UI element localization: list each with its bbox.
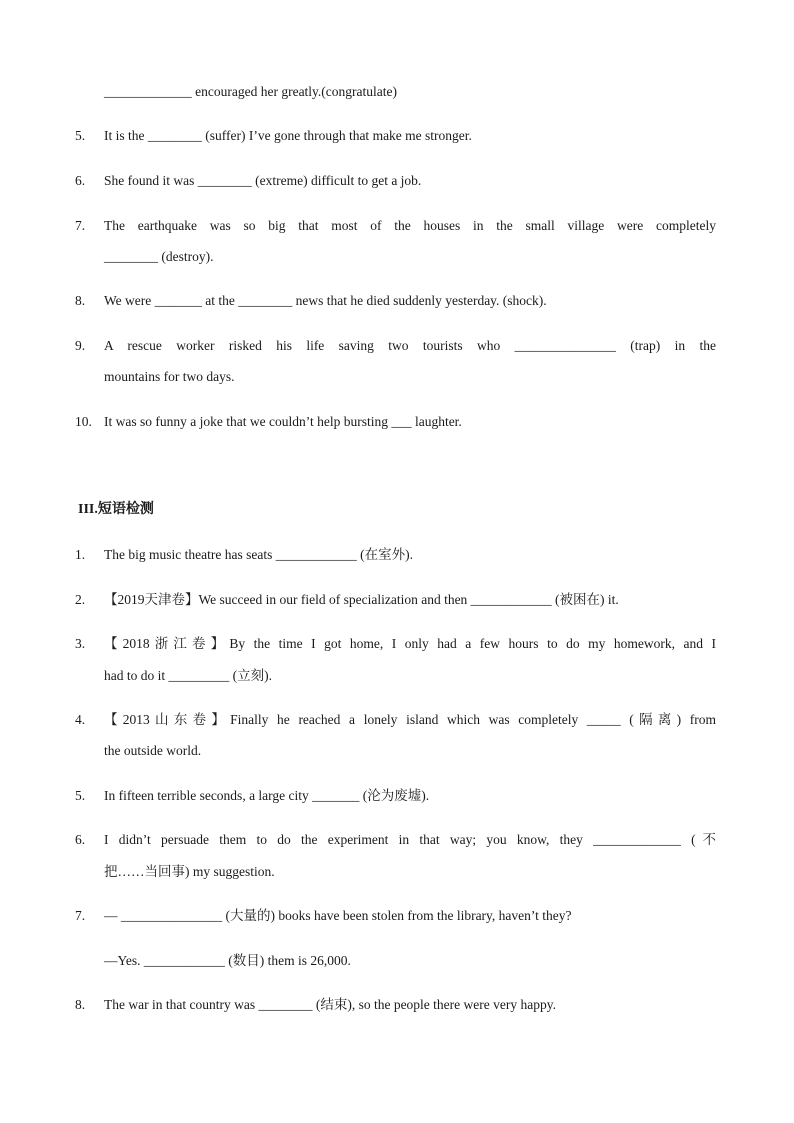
question-text: The war in that country was ________ (结束), so the people there were very happy.	[104, 997, 556, 1012]
question-text: 【2013山东卷】Finally he reached a lonely island which was completely _____ (隔离) from	[104, 712, 716, 727]
question-number: 7.	[75, 908, 86, 923]
question-text: 【2019天津卷】We succeed in our field of specialization and then ____________ (被困在) it.	[104, 592, 619, 607]
question-number: 6.	[75, 173, 86, 188]
section-heading: III.短语检测	[78, 502, 154, 517]
question-number: 6.	[75, 832, 86, 847]
question-number: 4.	[75, 712, 86, 727]
question-number: 10.	[75, 414, 92, 429]
question-number: 5.	[75, 788, 86, 803]
question-text: — _______________ (大量的) books have been stolen from the library, haven’t they?	[104, 908, 572, 923]
question-text: 【2018浙江卷】By the time I got home, I only had a few hours to do my homework, and I	[104, 636, 716, 651]
question-text: I didn’t persuade them to do the experiment in that way; you know, they _____________ (不	[104, 832, 716, 847]
question-text: The big music theatre has seats ____________ (在室外).	[104, 547, 413, 562]
question-number: 1.	[75, 547, 86, 562]
question-number: 8.	[75, 293, 86, 308]
question-text: We were _______ at the ________ news that he died suddenly yesterday. (shock).	[104, 293, 547, 308]
question-number: 5.	[75, 128, 86, 143]
question-number: 3.	[75, 636, 86, 651]
question-text: A rescue worker risked his life saving two tourists who _______________ (trap) in the	[104, 338, 716, 353]
question-text-cont: mountains for two days.	[104, 369, 235, 384]
question-number: 9.	[75, 338, 86, 353]
question-number: 8.	[75, 997, 86, 1012]
question-text-cont: —Yes. ____________ (数目) them is 26,000.	[104, 953, 351, 968]
question-text: It was so funny a joke that we couldn’t help bursting ___ laughter.	[104, 414, 462, 429]
question-text-cont: the outside world.	[104, 743, 202, 758]
question-number: 7.	[75, 218, 86, 233]
question-text: It is the ________ (suffer) I’ve gone through that make me stronger.	[104, 128, 472, 143]
question-text: She found it was ________ (extreme) difficult to get a job.	[104, 173, 422, 188]
question-text: The earthquake was so big that most of the houses in the small village were completely	[104, 218, 716, 233]
question-text-cont: ________ (destroy).	[104, 249, 214, 264]
question-text-cont: had to do it _________ (立刻).	[104, 668, 272, 683]
question-number: 2.	[75, 592, 86, 607]
question-text: In fifteen terrible seconds, a large city _______ (沦为废墟).	[104, 788, 430, 803]
question-text-cont: 把……当回事) my suggestion.	[104, 864, 275, 879]
question-continuation: _____________ encouraged her greatly.(congratulate)	[104, 84, 398, 99]
